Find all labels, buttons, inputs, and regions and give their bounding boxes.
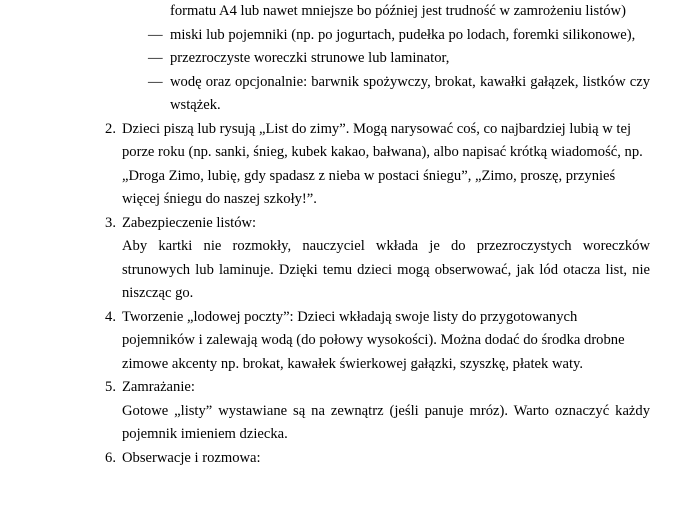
list-item-number: 4. — [105, 308, 116, 325]
list-item-text: Zabezpieczenie listów: — [122, 214, 257, 231]
em-dash-icon: — — [148, 50, 163, 66]
list-item-number: 2. — [105, 120, 116, 137]
materials-dash-list — [102, 24, 650, 118]
numbered-steps-list — [102, 118, 650, 471]
list-item-text: Obserwacje i rozmowa: — [122, 449, 261, 466]
list-item — [102, 306, 650, 377]
list-item-text: miski lub pojemniki (np. po jogurtach, pudełka po lodach, foremki silikonowe), — [170, 26, 636, 43]
list-item-text: wodę oraz opcjonalnie: barwnik spożywczy, brokat, kawałki gałązek, listków czy wstążek. — [170, 73, 650, 113]
list-item — [102, 447, 650, 471]
list-item-body: Gotowe „listy” wystawiane są na zewnątrz (jeśli panuje mróz). Warto oznaczyć każdy pojemnik imieniem dziecka. — [122, 402, 650, 442]
list-item-text: Dzieci piszą lub rysują „List do zimy”. Mogą narysować coś, co najbardziej lubią w tej porze roku (np. sanki, śnieg, kubek kakao, bałwana), albo napisać krótką wiadomość, np. „Droga Zimo, lubię, gdy spadasz z nieba w postaci śniegu”, „Zimo, proszę, przynieś więcej śniegu do naszej szkoły!”. — [122, 120, 643, 207]
continuation-line: formatu A4 lub nawet mniejsze bo później jest trudność w zamrożeniu listów) — [170, 3, 626, 19]
em-dash-icon: — — [148, 73, 163, 90]
list-item-text: przezroczyste woreczki strunowe lub laminator, — [170, 50, 450, 66]
list-item — [102, 24, 650, 48]
document-text-body — [102, 0, 650, 470]
list-item-number: 5. — [105, 379, 116, 395]
list-item — [102, 376, 650, 400]
list-item-text: Zamrażanie: — [122, 379, 195, 395]
list-item — [102, 118, 650, 212]
list-item-number: 3. — [105, 214, 116, 231]
em-dash-icon: — — [148, 26, 163, 43]
list-item — [102, 47, 650, 71]
list-item-text: Tworzenie „lodowej poczty”: Dzieci wkładają swoje listy do przygotowanych pojemników i zalewają wodą (do połowy wysokości). Można dodać do środka drobne zimowe akcenty np. brokat, kawałek świerkowej gałązki, szyszkę, płatek waty. — [122, 308, 625, 372]
list-item-body: Aby kartki nie rozmokły, nauczyciel wkłada je do przezroczystych woreczków strunowych lub laminuje. Dzięki temu dzieci mogą obserwować, jak lód otacza list, nie niszcząc go. — [122, 238, 650, 301]
list-item-number: 6. — [105, 449, 116, 466]
list-item — [102, 212, 650, 236]
list-item — [102, 71, 650, 118]
